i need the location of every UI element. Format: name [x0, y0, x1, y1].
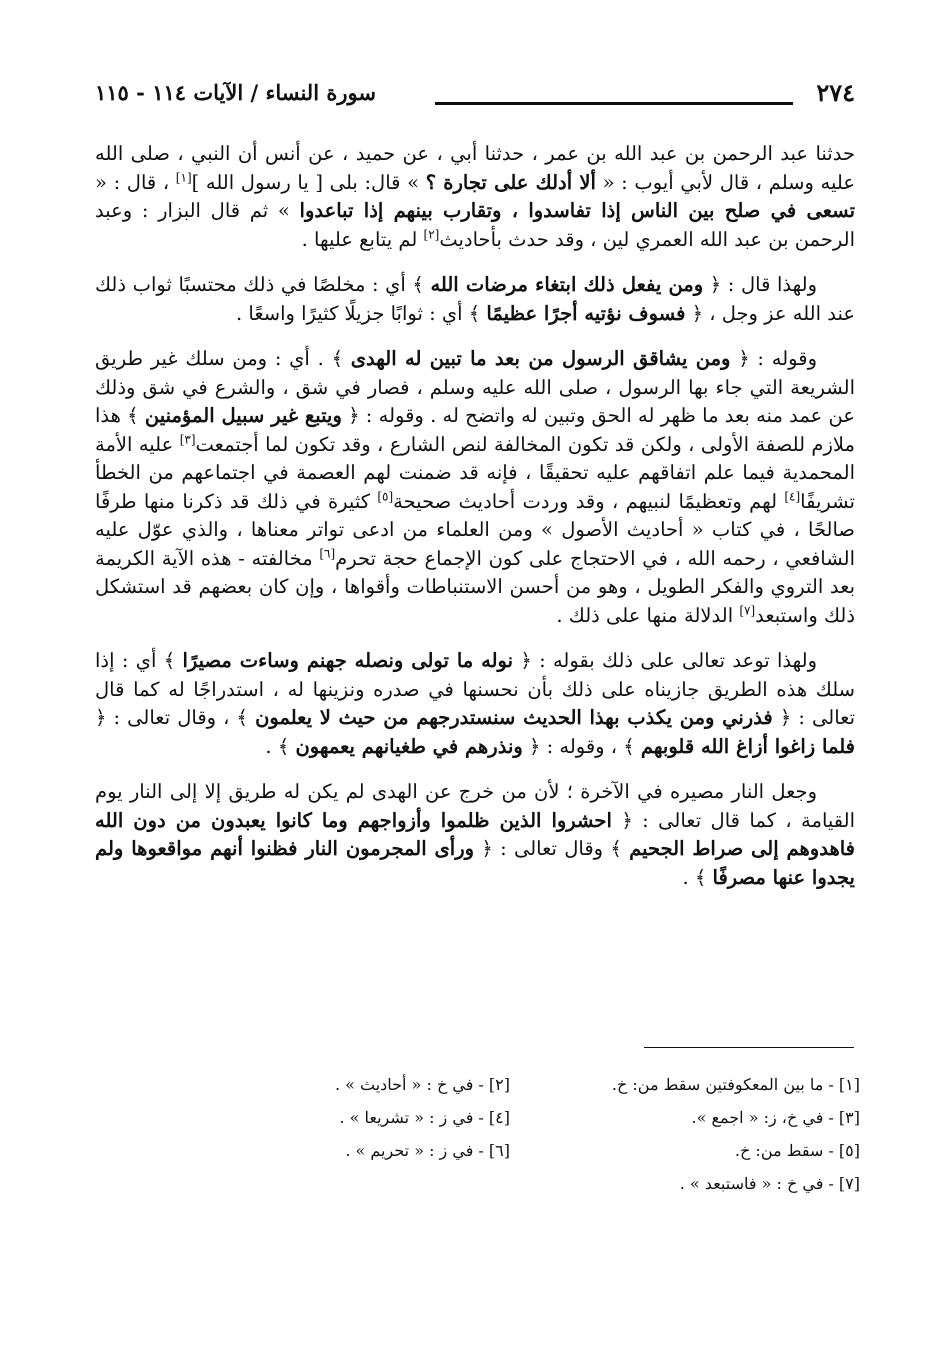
verse-text: احشروا الذين ظلموا وأزواجهم وما كانوا يعبدون من دون الله فاهدوهم إلى صراط الجحيم — [95, 808, 855, 860]
text-run: ﴾ ، وقال تعالى : ﴿ — [95, 706, 256, 729]
verse-text: ويتبع غير سبيل المؤمنين — [144, 404, 342, 427]
text-run: ولهذا قال : ﴿ — [703, 273, 817, 296]
footnote-ref[interactable]: [٢] — [423, 227, 440, 241]
text-run: ﴾ وقال تعالى : ﴿ — [474, 837, 630, 860]
text-run: ﴾ ، وقوله : ﴿ — [522, 734, 641, 758]
footnote-ref[interactable]: [٥] — [377, 489, 394, 503]
page-number: ٢٧٤ — [816, 78, 855, 107]
verse-text: نوله ما تولى ونصله جهنم وساءت مصيرًا — [182, 649, 514, 672]
verse-text: فذرني ومن يكذب بهذا الحديث سنستدرجهم من حيث لا يعلمون — [255, 706, 773, 729]
text-run: ﴾ أي : إذا سلك هذه الطريق جازيناه على ذلك بأن نحسنها في صدره ونزينها له ، استدراجًا له كما قال تعالى : ﴿ — [95, 649, 855, 729]
text-run: ﴾ أي : ثوابًا جزيلًا كثيرًا واسعًا . — [236, 301, 487, 325]
footnote-ref[interactable]: [٦] — [319, 546, 336, 560]
footnote-item: [٢] - في خ : « أحاديث » . — [334, 1075, 510, 1094]
text-run: كثيرة في ذلك قد ذكرنا منها طرفًا صالحًا ، في كتاب « أحاديث الأصول » ومن العلماء من ادعى تواتر معناها ، والذي عوّل عليه الشافعي ، رحمه الله ، في الاحتجاج على كون الإجماع حجة تحرم — [95, 489, 855, 570]
text-run: ﴾ . — [682, 865, 713, 889]
paragraph — [95, 778, 855, 892]
footnote-rule — [644, 1047, 854, 1048]
footnote-ref[interactable]: [٧] — [739, 603, 756, 617]
footnote-ref[interactable]: [٣] — [179, 432, 196, 446]
text-run: » ثم قال البزار : وعبد الرحمن بن عبد الله العمري لين ، وقد حدث بأحاديث — [95, 199, 855, 251]
footnotes — [180, 1075, 860, 1193]
text-run: ﴾ . — [265, 734, 296, 758]
footnote-item: [٦] - في ز : « تحريم » . — [345, 1141, 510, 1160]
footnote-item: [٣] - في خ، ز: « اجمع ». — [691, 1108, 860, 1127]
footnote-item: [٥] - سقط من: خ. — [734, 1141, 860, 1160]
paragraph — [95, 140, 855, 254]
text-run: ﴾ أي : مخلصًا في ذلك محتسبًا ثواب ذلك عند الله عز وجل ، ﴿ — [95, 273, 855, 325]
footnote-ref[interactable]: [١] — [175, 170, 192, 184]
main-text — [95, 140, 855, 909]
verse-text: ومن يشاقق الرسول من بعد ما تبين له الهدى — [350, 347, 731, 370]
verse-text: ومن يفعل ذلك ابتغاء مرضات الله — [430, 273, 704, 296]
verse-text: فسوف نؤتيه أجرًا عظيمًا — [486, 301, 686, 325]
header-rule — [435, 102, 793, 105]
text-run: لهم وتعظيمًا لنبيهم ، وقد وردت أحاديث صحيحة — [393, 489, 785, 513]
footnote-ref[interactable]: [٤] — [784, 489, 801, 503]
text-run: ولهذا توعد تعالى على ذلك بقوله : ﴿ — [513, 649, 818, 672]
verse-text: ورأى المجرمون النار فظنوا أنهم مواقعوها ولم يجدوا عنها مصرفًا — [95, 837, 855, 889]
text-run: ﴾ . أي : ومن سلك غير طريق الشريعة التي جاء بها الرسول ، صلى الله عليه وسلم ، فصار في شق ، والشرع في شق وذلك عن عمد منه بعد ما ظهر له الحق وتبين له واتضح له . وقوله : ﴿ — [95, 347, 856, 427]
text-run: ، قال : « — [95, 170, 176, 194]
paragraph — [95, 647, 855, 761]
footnote-item: [١] - ما بين المعكوفتين سقط من: خ. — [611, 1075, 860, 1094]
text-run: وقوله : ﴿ — [730, 347, 817, 370]
paragraph — [95, 271, 855, 328]
page-header — [95, 78, 855, 112]
text-run: لم يتابع عليها . — [301, 227, 424, 251]
text-run: مخالفته - هذه الآية الكريمة بعد التروي والفكر الطويل ، وهو من أحسن الاستنباطات وأقواها ، وإن كان بعضهم قد استشكل ذلك واستبعد — [95, 546, 855, 627]
footnote-item: [٤] - في ز : « تشريعا » . — [339, 1108, 510, 1127]
text-run: ﴾ هذا ملازم للصفة الأولى ، ولكن قد تكون المخالفة لنص الشارع ، وقد تكون لما أجتمعت — [95, 404, 856, 456]
verse-text: ونذرهم في طغيانهم يعمهون — [295, 734, 523, 758]
verse-text: فلما زاغوا أزاغ الله قلوبهم — [640, 734, 855, 758]
text-run: عليه الأمة المحمدية فيما علم اتفاقهم عليه تحقيقًا ، فإنه قد ضمنت لهم العصمة في اجتماعهم من الخطأ تشريفًا — [95, 432, 855, 513]
verse-text: ألا أدلك على تجارة ؟ — [425, 170, 596, 194]
verse-text: تسعى في صلح بين الناس إذا تفاسدوا ، وتقارب بينهم إذا تباعدوا — [299, 199, 855, 222]
text-run: حدثنا عبد الرحمن بن عبد الله بن عمر ، حدثنا أبي ، عن حميد ، عن أنس أن النبي ، صلى الله عليه وسلم ، قال لأبي أيوب : « — [95, 142, 855, 194]
text-run: الدلالة منها على ذلك . — [556, 603, 740, 627]
running-title: سورة النساء / الآيات ١١٤ - ١١٥ — [95, 80, 376, 105]
text-run: » قال: بلى [ يا رسول الله ] — [191, 170, 426, 194]
footnote-item: [٧] - في خ : « فاستبعد » . — [679, 1174, 860, 1193]
paragraph — [95, 345, 855, 630]
text-run: وجعل النار مصيره في الآخرة ؛ لأن من خرج عن الهدى لم يكن له طريق إلا إلى النار يوم القيامة ، كما قال تعالى : ﴿ — [95, 780, 855, 832]
